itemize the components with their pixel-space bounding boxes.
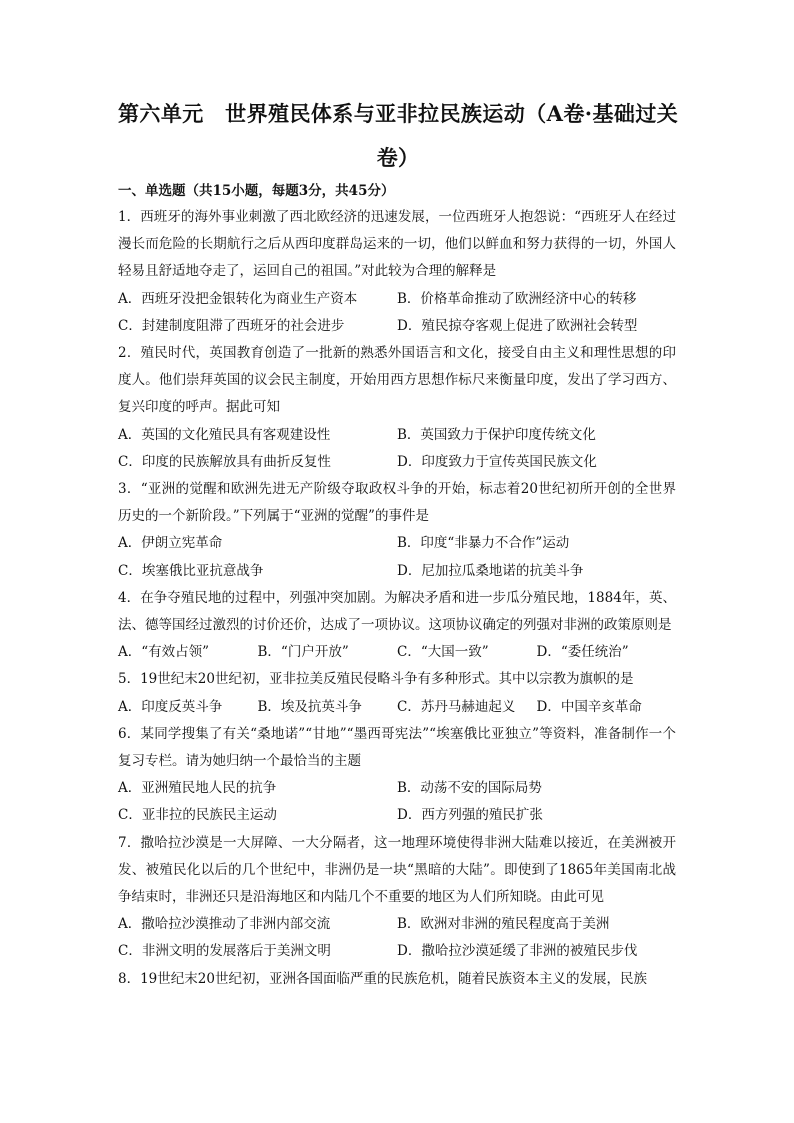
option-c: C．封建制度阻滞了西班牙的社会进步: [118, 317, 345, 334]
option-d: D．印度致力于宣传英国民族文化: [397, 453, 597, 470]
question-1-stem: 1．西班牙的海外事业刺激了西北欧经济的迅速发展，一位西班牙人抱怨说：“西班牙人在经过漫长而危险的长期航行之后从西印度群岛运来的一切，他们以鲜血和努力获得的一切，外国人轻易且舒适地夺走了，运回自己的祖国。”对此较为合理的解释是: [118, 209, 676, 280]
question-6-options: [118, 775, 676, 802]
option-d: D．撒哈拉沙漠延缓了非洲的被殖民步伐: [397, 943, 638, 960]
question-1-options-row2: [118, 313, 676, 340]
option-d: D．尼加拉瓜桑地诺的抗美斗争: [397, 562, 584, 579]
option-a: A．西班牙没把金银转化为商业生产资本: [118, 290, 358, 307]
page-title: [118, 92, 678, 180]
question-6-options-row2: [118, 802, 676, 829]
question-3-options-row2: [118, 558, 676, 585]
option-b: B．印度“非暴力不合作”运动: [397, 535, 570, 552]
option-d: D．中国辛亥革命: [536, 698, 642, 715]
option-c: C．非洲文明的发展落后于美洲文明: [118, 943, 331, 960]
question-2-options-row2: [118, 449, 676, 476]
option-c: C．亚非拉的民族民主运动: [118, 807, 277, 824]
option-c: C．苏丹马赫迪起义: [397, 698, 516, 715]
question-7-stem: 7．撒哈拉沙漠是一大屏障、一大分隔者，这一地理环境使得非洲大陆难以接近，在美洲被开发、被殖民化以后的几个世纪中，非洲仍是一块“黑暗的大陆”。即使到了1865年美国南北战争结束时，非洲还只是沿海地区和内陆几个不重要的地区为人们所知晓。由此可见: [118, 834, 676, 906]
question-6-stem: 6．某同学搜集了有关“桑地诺”“甘地”“墨西哥宪法”“埃塞俄比亚独立”等资料，准备制作一个复习专栏。请为她归纳一个最恰当的主题: [118, 725, 676, 770]
option-d: D．殖民掠夺客观上促进了欧洲社会转型: [397, 317, 638, 334]
question-2-options: [118, 422, 676, 449]
question-5-options: [118, 694, 676, 721]
option-b: B．价格革命推动了欧洲经济中心的转移: [397, 290, 637, 307]
option-c: C．埃塞俄比亚抗意战争: [118, 562, 264, 579]
option-b: B．动荡不安的国际局势: [397, 780, 542, 797]
question-3-options: [118, 530, 676, 557]
option-a: A．印度反英斗争: [118, 698, 223, 715]
option-d: D．“委任统治”: [536, 644, 629, 661]
option-b: B．英国致力于保护印度传统文化: [397, 426, 596, 443]
question-4-options: [118, 639, 676, 666]
title-line-2: 卷）: [376, 145, 420, 170]
question-4-stem: 4．在争夺殖民地的过程中，列强冲突加剧。为解决矛盾和进一步瓜分殖民地，1884年，英、法、德等国经过激烈的讨价还价，达成了一项协议。这项协议确定的列强对非洲的政策原则是: [118, 589, 676, 634]
option-a: A．“有效占领”: [118, 644, 210, 661]
question-3-stem: 3．“亚洲的觉醒和欧洲先进无产阶级夺取政权斗争的开始，标志着20世纪初所开创的全世界历史的一个新阶段。”下列属于“亚洲的觉醒”的事件是: [118, 481, 676, 525]
question-1-options: [118, 286, 676, 313]
question-7-options: [118, 911, 676, 938]
option-c: C．“大国一致”: [397, 644, 489, 661]
option-b: B．欧洲对非洲的殖民程度高于美洲: [397, 916, 610, 933]
option-a: A．伊朗立宪革命: [118, 535, 223, 552]
question-8-stem: 8．19世纪末20世纪初，亚洲各国面临严重的民族危机，随着民族资本主义的发展，民族: [118, 970, 647, 987]
option-a: A．英国的文化殖民具有客观建设性: [118, 426, 331, 443]
question-2-stem: 2．殖民时代，英国教育创造了一批新的熟悉外国语言和文化，接受自由主义和理性思想的印度人。他们崇拜英国的议会民主制度，开始用西方思想作标尺来衡量印度，发出了学习西方、复兴印度的呼声。据此可知: [118, 345, 676, 416]
option-b: B．“门户开放”: [257, 644, 349, 661]
section-heading: 一、单选题（共15小题，每题3分，共45分）: [118, 183, 395, 199]
option-c: C．印度的民族解放具有曲折反复性: [118, 453, 331, 470]
option-d: D．西方列强的殖民扩张: [397, 807, 543, 824]
option-b: B．埃及抗英斗争: [257, 698, 362, 715]
title-line-1: 第六单元 世界殖民体系与亚非拉民族运动（A卷·基础过关: [118, 101, 678, 126]
option-a: A．亚洲殖民地人民的抗争: [118, 780, 277, 797]
option-a: A．撒哈拉沙漠推动了非洲内部交流: [118, 916, 331, 933]
question-7-options-row2: [118, 938, 676, 965]
question-list: [118, 204, 676, 993]
question-5-stem: 5．19世纪末20世纪初，亚非拉美反殖民侵略斗争有多种形式。其中以宗教为旗帜的是: [118, 671, 634, 688]
